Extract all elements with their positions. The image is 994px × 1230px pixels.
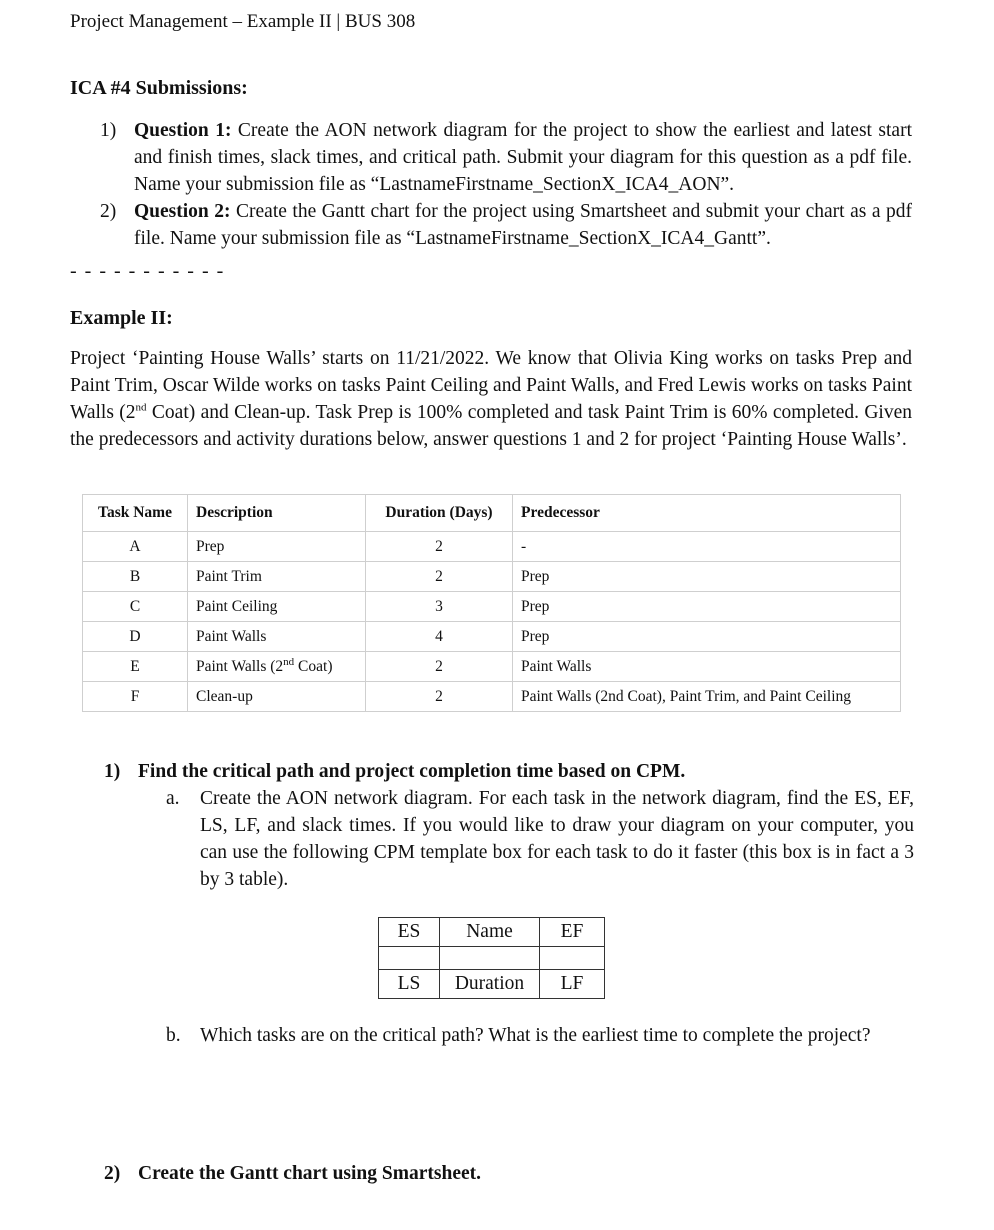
cpm-template-box (378, 917, 605, 999)
question-1-section (104, 758, 914, 893)
cpm-empty-cell (379, 947, 440, 970)
cpm-lf: LF (540, 970, 605, 999)
table-row (83, 622, 901, 652)
question-1-heading (104, 758, 914, 785)
task-table (82, 494, 901, 712)
cpm-empty-cell (440, 947, 540, 970)
question-2-heading (104, 1160, 838, 1187)
example-description (70, 345, 912, 453)
question-text: Create the AON network diagram for the project to show the earliest and latest start and finish times, slack times, and critical path. Submit your diagram for this question as a pdf file. Name your submission file as “LastnameFirstname_SectionX_ICA4_AON”. (134, 120, 912, 195)
cell-duration: 3 (366, 592, 513, 622)
example-text-part1: Project ‘Painting House Walls’ starts on 11/21/2022. We know that Olivia King works on tasks Prep and Paint Trim, Oscar Wilde works on tasks Paint Ceiling and Paint Walls, and Fred Lewis works on tasks Paint Walls (2 (70, 348, 912, 423)
submissions-list (100, 117, 912, 252)
cell-duration: 4 (366, 622, 513, 652)
cell-task: E (83, 652, 188, 682)
cell-predecessor: Prep (513, 562, 901, 592)
cpm-es: ES (379, 918, 440, 947)
submission-question-2 (100, 198, 912, 252)
document-header: Project Management – Example II | BUS 308 (70, 11, 416, 32)
question-label: Question 1: (134, 120, 232, 141)
item-letter: a. (166, 788, 180, 809)
cell-task: A (83, 532, 188, 562)
example-title: Example II: (70, 307, 173, 329)
cell-task: B (83, 562, 188, 592)
cell-predecessor: - (513, 532, 901, 562)
cell-predecessor: Paint Walls (513, 652, 901, 682)
question-number: 1) (100, 120, 117, 141)
question-1a (166, 785, 914, 893)
table-row (83, 652, 901, 682)
cell-duration: 2 (366, 562, 513, 592)
table-row (83, 682, 901, 712)
cell-task: D (83, 622, 188, 652)
cell-description: Paint Walls (2nd Coat) (188, 652, 366, 682)
submissions-title: ICA #4 Submissions: (70, 77, 248, 99)
cpm-name: Name (440, 918, 540, 947)
question-number: 2) (104, 1163, 121, 1184)
header-description: Description (188, 495, 366, 532)
section-divider: - - - - - - - - - - - (70, 260, 225, 282)
submission-question-1 (100, 117, 912, 198)
cell-duration: 2 (366, 532, 513, 562)
question-number: 1) (104, 761, 121, 782)
cpm-empty-cell (540, 947, 605, 970)
cell-task: C (83, 592, 188, 622)
item-text: Create the AON network diagram. For each task in the network diagram, find the ES, EF, LS, LF, and slack times. If you would like to draw your diagram on your computer, you can use the following CPM template box for each task to do it faster (this box is in fact a 3 by 3 table). (200, 788, 914, 890)
table-row (83, 562, 901, 592)
table-row (83, 532, 901, 562)
cell-duration: 2 (366, 682, 513, 712)
superscript: nd (135, 401, 147, 414)
table-header-row (83, 495, 901, 532)
question-label: Question 2: (134, 201, 231, 222)
table-row (83, 592, 901, 622)
superscript: nd (283, 655, 295, 668)
question-text: Create the Gantt chart for the project using Smartsheet and submit your chart as a pdf file. Name your submission file as “LastnameFirstname_SectionX_ICA4_Gantt”. (134, 201, 912, 249)
item-letter: b. (166, 1025, 181, 1046)
cell-description: Clean-up (188, 682, 366, 712)
item-text: Which tasks are on the critical path? What is the earliest time to complete the project? (200, 1025, 871, 1046)
header-task-name: Task Name (83, 495, 188, 532)
question-number: 2) (100, 201, 117, 222)
cell-predecessor: Paint Walls (2nd Coat), Paint Trim, and Paint Ceiling (513, 682, 901, 712)
cell-task: F (83, 682, 188, 712)
cell-description: Paint Walls (188, 622, 366, 652)
cell-description: Prep (188, 532, 366, 562)
cell-duration: 2 (366, 652, 513, 682)
question-title: Find the critical path and project completion time based on CPM. (138, 761, 686, 782)
header-predecessor: Predecessor (513, 495, 901, 532)
cpm-ef: EF (540, 918, 605, 947)
cell-predecessor: Prep (513, 592, 901, 622)
header-duration: Duration (Days) (366, 495, 513, 532)
cpm-ls: LS (379, 970, 440, 999)
question-title: Create the Gantt chart using Smartsheet. (138, 1163, 482, 1184)
cpm-duration: Duration (440, 970, 540, 999)
cell-description: Paint Ceiling (188, 592, 366, 622)
cell-predecessor: Prep (513, 622, 901, 652)
question-1b (166, 1022, 914, 1049)
example-text-part2: Coat) and Clean-up. Task Prep is 100% completed and task Paint Trim is 60% completed. Given the predecessors and activity durations below, answer questions 1 and 2 for project ‘Painting House Walls’. (70, 402, 913, 450)
cell-description: Paint Trim (188, 562, 366, 592)
